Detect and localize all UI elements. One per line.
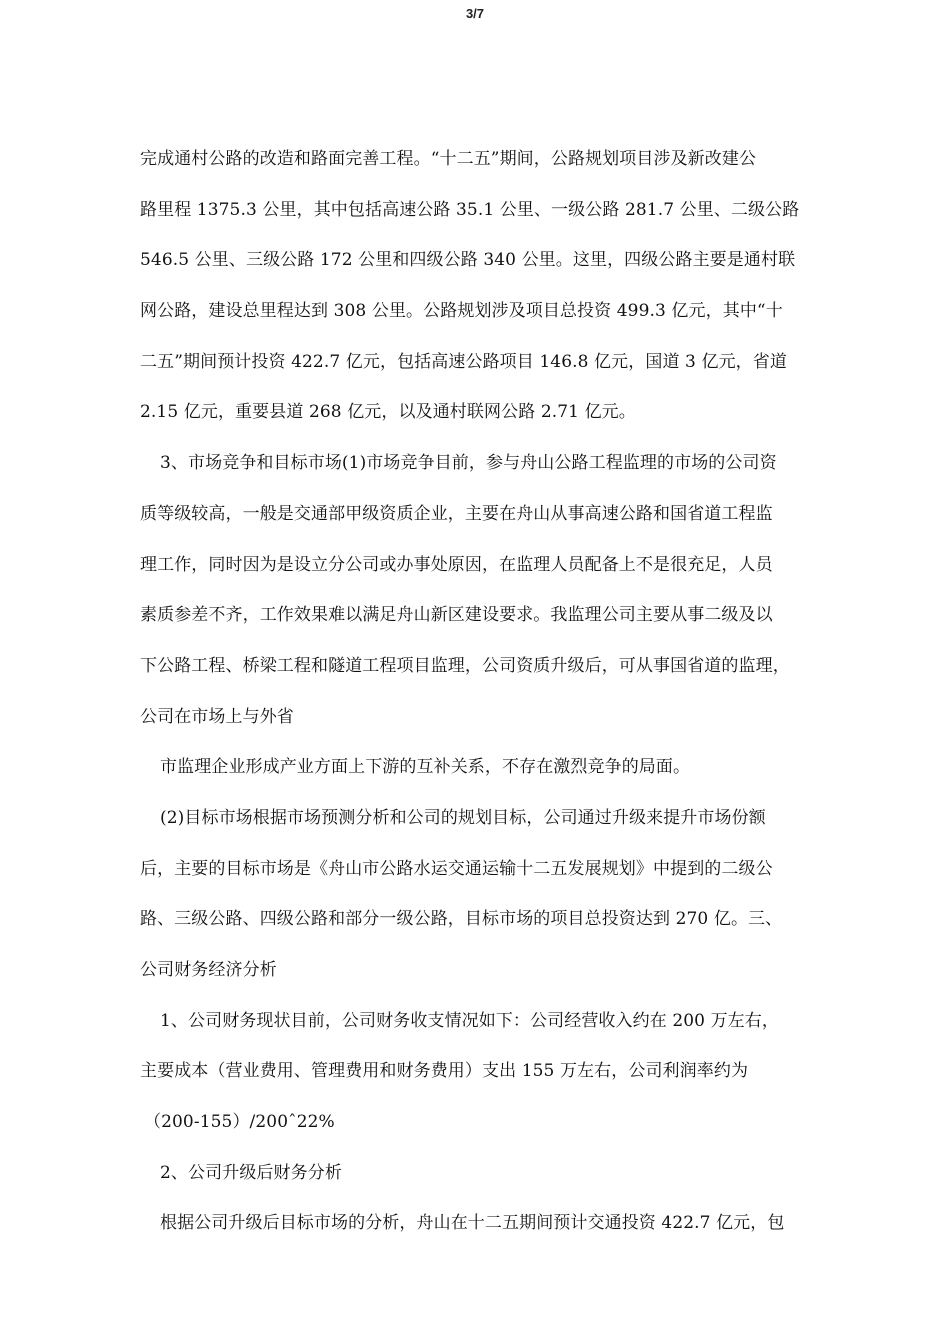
paragraph-start-line: 根据公司升级后目标市场的分析，舟山在十二五期间预计交通投资 422.7 亿元，包: [160, 1213, 785, 1234]
document-body: [140, 136, 820, 1251]
paragraph-start-line: 市监理企业形成产业方面上下游的互补关系，不存在激烈竞争的局面。: [160, 757, 691, 778]
paragraph-start-line: (2)目标市场根据市场预测分析和公司的规划目标，公司通过升级来提升市场份额: [160, 807, 766, 828]
text-line: 路、三级公路、四级公路和部分一级公路，目标市场的项目总投资达到 270 亿。三、: [140, 909, 783, 930]
section-heading-line: 2、公司升级后财务分析: [160, 1162, 342, 1183]
text-line: 后，主要的目标市场是《舟山市公路水运交通运输十二五发展规划》中提到的二级公: [140, 858, 773, 879]
text-line: 主要成本（营业费用、管理费用和财务费用）支出 155 万左右，公司利润率约为: [140, 1061, 749, 1082]
text-line: 完成通村公路的改造和路面完善工程。“十二五”期间，公路规划项目涉及新改建公: [140, 149, 757, 169]
text-line: 公司财务经济分析: [140, 960, 277, 980]
text-line: 2.15 亿元，重要县道 268 亿元，以及通村联网公路 2.71 亿元。: [140, 402, 636, 423]
formula-line: （200-155）/200ˆ22%: [144, 1112, 335, 1133]
paragraph-start-line: 1、公司财务现状目前，公司财务收支情况如下：公司经营收入约在 200 万左右，: [160, 1010, 779, 1031]
text-line: 公司在市场上与外省: [140, 706, 294, 727]
text-line: 546.5 公里、三级公路 172 公里和四级公路 340 公里。这里，四级公路主要是通村联: [140, 250, 796, 271]
text-line: 理工作，同时因为是设立分公司或办事处原因，在监理人员配备上不是很充足，人员: [140, 554, 773, 575]
text-line: 质等级较高，一般是交通部甲级资质企业，主要在舟山从事高速公路和国省道工程监: [140, 503, 773, 524]
text-line: 素质参差不齐，工作效果难以满足舟山新区建设要求。我监理公司主要从事二级及以: [140, 605, 773, 626]
text-line: 路里程 1375.3 公里，其中包括高速公路 35.1 公里、一级公路 281.7 公里、二级公路: [140, 199, 800, 220]
text-line: 网公路，建设总里程达到 308 公里。公路规划涉及项目总投资 499.3 亿元，其中“十: [140, 301, 783, 322]
page-number: 3/7: [465, 6, 485, 21]
paragraph-start-line: 3、市场竞争和目标市场(1)市场竞争目前，参与舟山公路工程监理的市场的公司资: [160, 453, 777, 474]
text-line: 下公路工程、桥梁工程和隧道工程项目监理，公司资质升级后，可从事国省道的监理，: [140, 655, 790, 676]
text-line: 二五”期间预计投资 422.7 亿元，包括高速公路项目 146.8 亿元，国道 3 亿元，省道: [140, 351, 787, 372]
